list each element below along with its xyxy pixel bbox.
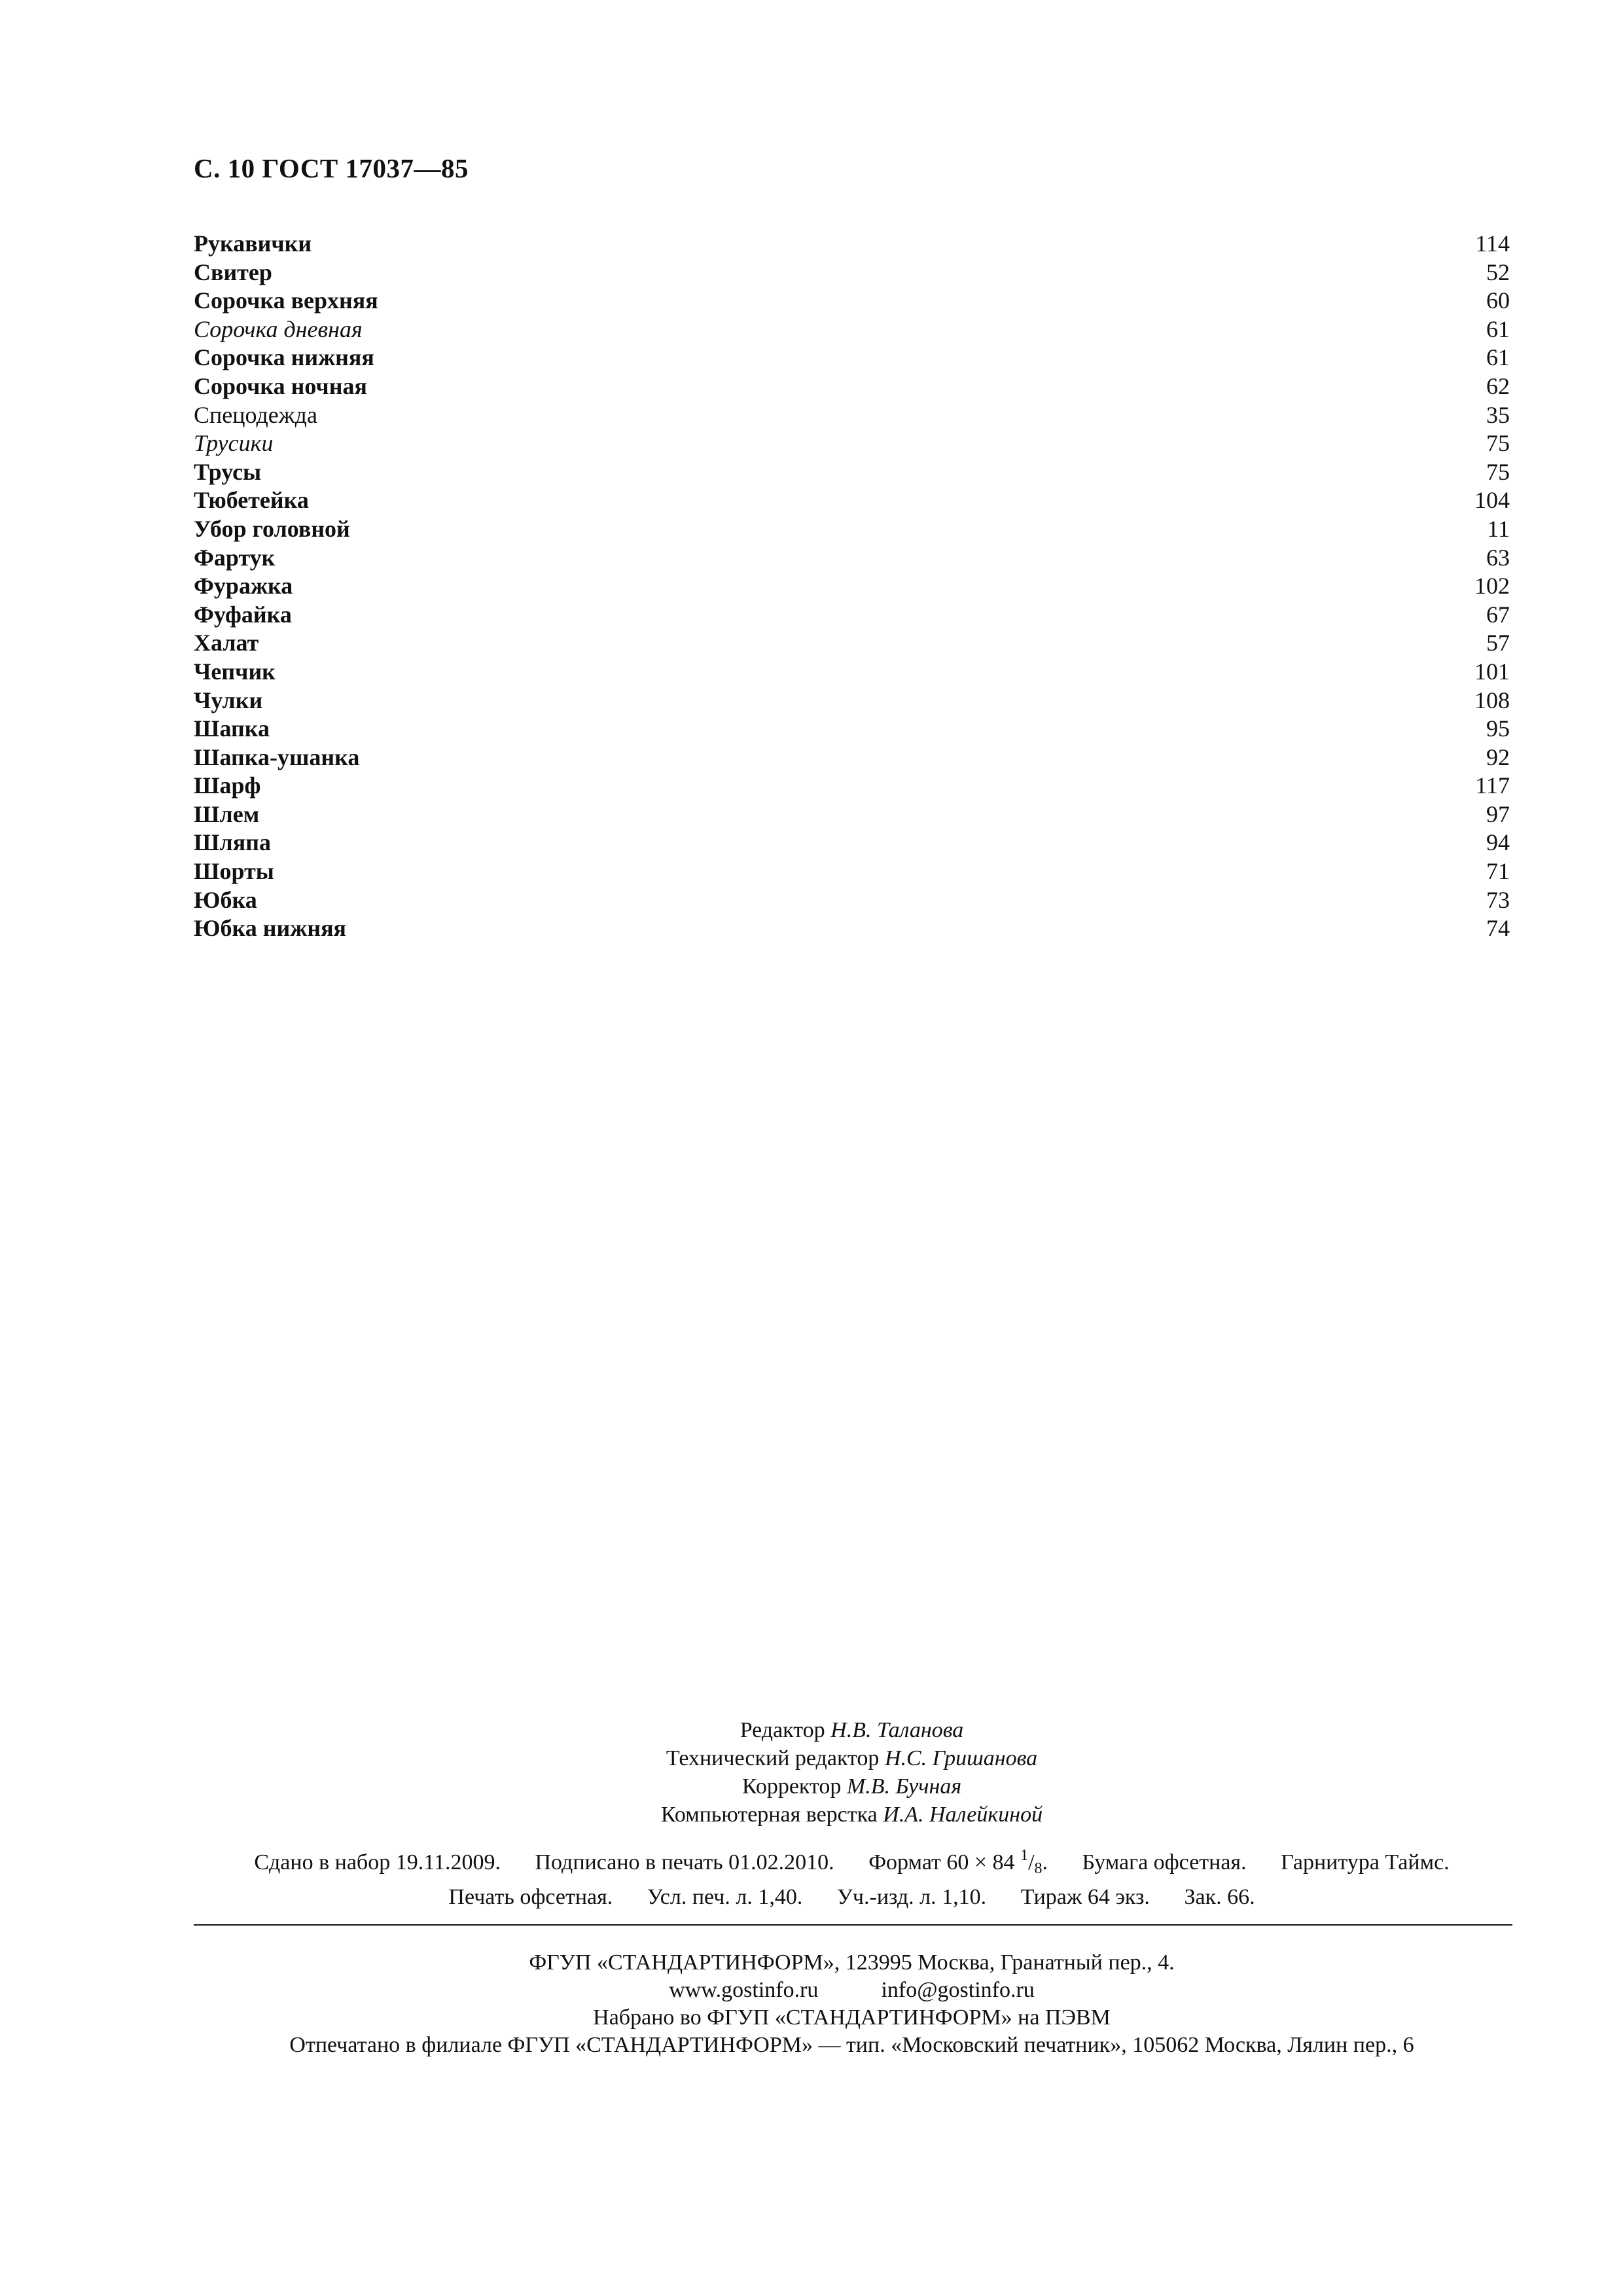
index-page-number: 75 [1486,458,1510,485]
email-link[interactable]: info@gostinfo.ru [881,1978,1035,2002]
index-row [194,515,1510,544]
index-row [194,401,1510,430]
index-page-number: 63 [1486,544,1510,571]
website-link[interactable]: www.gostinfo.ru [669,1978,819,2002]
index-term: Фуражка [194,573,293,600]
horizontal-divider [194,1924,1512,1926]
index-term: Сорочка ночная [194,372,367,399]
index-page-number: 67 [1486,601,1510,628]
index-term: Чулки [194,687,263,713]
index-term: Спецодежда [194,401,317,428]
index-term: Шарф [194,772,261,799]
index-row [194,429,1510,458]
index-row [194,230,1510,259]
index-page-number: 60 [1486,287,1510,314]
index-row [194,486,1510,515]
index-term: Сорочка дневная [194,315,363,342]
index-term: Трусики [194,430,274,457]
index-page-number: 75 [1486,430,1510,457]
index-term: Фуфайка [194,601,292,628]
index-term: Трусы [194,458,262,485]
index-term: Шорты [194,858,274,885]
index-page-number: 74 [1486,915,1510,942]
index-page-number: 61 [1486,315,1510,342]
alphabetical-index [194,230,1510,943]
index-row [194,658,1510,687]
index-row [194,800,1510,829]
index-page-number: 35 [1486,401,1510,428]
index-term: Юбка нижняя [194,915,347,942]
index-page-number: 61 [1486,344,1510,371]
index-term: Свитер [194,259,272,285]
index-term: Юбка [194,886,257,913]
index-term: Фартук [194,544,276,571]
index-row [194,886,1510,915]
index-term: Рукавички [194,230,312,257]
tech-editor-name: Н.С. Гришанова [884,1746,1038,1770]
index-page-number: 73 [1486,886,1510,913]
index-row [194,914,1510,943]
index-row [194,687,1510,715]
index-row [194,715,1510,744]
index-page-number: 102 [1474,573,1510,600]
imprint-line-2: Печать офсетная. Усл. печ. л. 1,40. Уч.-изд. л. 1,10. Тираж 64 экз. Зак. 66. [448,1885,1255,1909]
index-row [194,372,1510,401]
credit-editor: Редактор Н.В. Таланова [740,1718,964,1742]
format-value: Формат 60 × 84 $^1/_8$. [868,1847,1048,1877]
index-page-number: 97 [1486,800,1510,827]
publisher-block [194,1949,1510,2059]
index-row [194,344,1510,372]
index-page-number: 101 [1474,658,1510,685]
corrector-name: М.В. Бучная [846,1774,962,1799]
index-term: Сорочка верхняя [194,287,378,314]
index-term: Чепчик [194,658,276,685]
index-page-number: 104 [1474,487,1510,514]
index-row [194,259,1510,287]
index-page-number: 57 [1486,630,1510,656]
index-row [194,744,1510,772]
credit-corrector: Корректор М.В. Бучная [741,1774,962,1799]
typeset-note: Набрано во ФГУП «СТАНДАРТИНФОРМ» на ПЭВМ [593,2005,1111,2030]
index-row [194,287,1510,315]
index-page-number: 71 [1486,858,1510,885]
layout-name: И.А. Налейкиной [883,1803,1043,1827]
index-row [194,629,1510,658]
index-page-number: 62 [1486,372,1510,399]
imprint-block [194,1842,1510,1911]
index-row [194,601,1510,630]
index-term: Тюбетейка [194,487,309,514]
printed-note: Отпечатано в филиале ФГУП «СТАНДАРТИНФОРМ» — тип. «Московский печатник», 105062 Москва, Лялин пер., 6 [289,2033,1414,2057]
index-term: Сорочка нижняя [194,344,374,371]
index-term: Шапка [194,715,270,742]
index-page-number: 108 [1474,687,1510,713]
index-page-number: 92 [1486,744,1510,770]
editor-name: Н.В. Таланова [830,1718,964,1742]
page-header: С. 10 ГОСТ 17037—85 [194,153,469,183]
credit-tech-editor: Технический редактор Н.С. Гришанова [666,1746,1038,1770]
index-row [194,544,1510,573]
index-page-number: 117 [1475,772,1510,799]
index-page-number: 52 [1486,259,1510,285]
index-term: Шляпа [194,829,271,856]
index-row [194,857,1510,886]
index-page-number: 95 [1486,715,1510,742]
credits-block [194,1716,1510,1829]
index-term: Шапка-ушанка [194,744,360,770]
index-row [194,458,1510,487]
index-row [194,772,1510,800]
publisher-address: ФГУП «СТАНДАРТИНФОРМ», 123995 Москва, Гранатный пер., 4. [529,1950,1175,1975]
index-term: Убор головной [194,515,350,542]
index-row [194,829,1510,857]
imprint-line-1: Сдано в набор 19.11.2009. Подписано в печать 01.02.2010. Формат 60 × 84 $^1/_8$. Бумага офсетная. Гарнитура Таймс. [254,1847,1450,1877]
index-term: Халат [194,630,259,656]
index-term: Шлем [194,800,260,827]
index-page-number: 114 [1475,230,1510,257]
index-row [194,315,1510,344]
index-row [194,572,1510,601]
index-page-number: 11 [1487,515,1510,542]
publisher-contacts [194,1977,1510,2004]
credit-layout: Компьютерная верстка И.А. Налейкиной [660,1803,1043,1827]
index-page-number: 94 [1486,829,1510,856]
